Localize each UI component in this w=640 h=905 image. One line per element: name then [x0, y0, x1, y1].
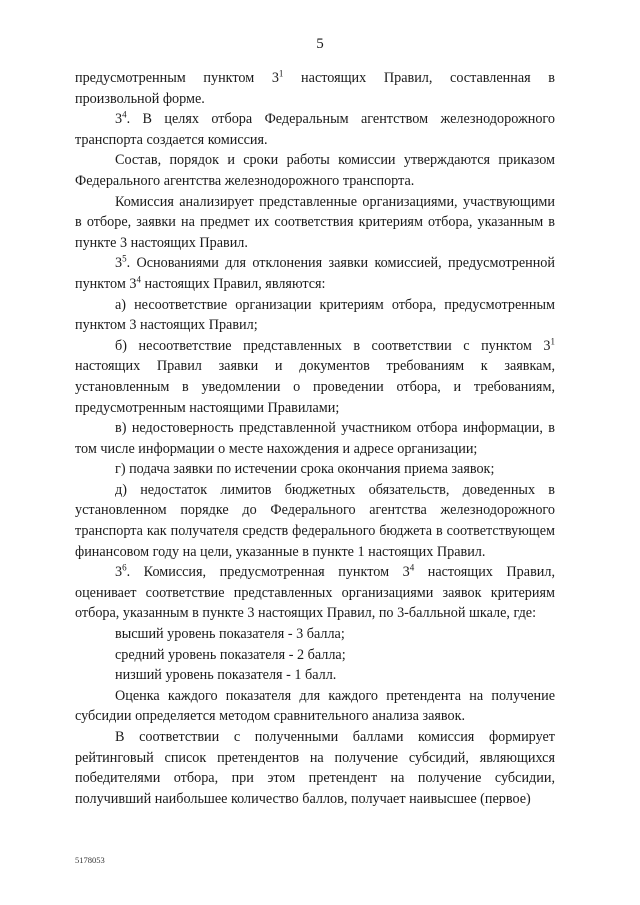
- paragraph-text: настоящих Правил заявки и документов требованиям к заявкам, установленным в уведомлении о проведении отбора, и требованиям, предусмотренным настоящими Правилами;: [75, 358, 555, 416]
- paragraph-text: б) несоответствие представленных в соответствии с пунктом 3: [115, 337, 551, 354]
- paragraph: [75, 665, 555, 686]
- paragraph-text: . Основаниями для отклонения заявки комиссией, предусмотренной пунктом 3: [75, 255, 555, 292]
- paragraph: [75, 727, 555, 809]
- paragraph: [75, 480, 555, 562]
- paragraph-text: Оценка каждого показателя для каждого претендента на получение субсидии определяется методом сравнительного анализа заявок.: [75, 687, 555, 725]
- paragraph: [75, 253, 555, 294]
- superscript-index: 4: [122, 109, 127, 120]
- paragraph-text: д) недостаток лимитов бюджетных обязательств, доведенных в установленном порядке до Федерального агентства железнодорожного транспорта как получателя средств федерального бюджета в соответствующем финансовом году на цели, указанные в пункте 1 настоящих Правил.: [75, 481, 555, 560]
- paragraph: [75, 562, 555, 624]
- paragraph-text: в) недостоверность представленной участником отбора информации, в том числе информации о месте нахождения и адресе организации;: [75, 420, 555, 457]
- paragraph-text: а) несоответствие организации критериям отбора, предусмотренным пунктом 3 настоящих Правил;: [75, 296, 555, 334]
- paragraph-text: 3: [115, 255, 123, 272]
- paragraph-text: . В целях отбора Федеральным агентством железнодорожного транспорта создается комиссия.: [75, 111, 555, 148]
- paragraph: [75, 336, 555, 418]
- paragraph-text: 3: [115, 111, 123, 128]
- superscript-index: 6: [122, 562, 127, 573]
- paragraph-text: предусмотренным пунктом 3: [75, 70, 279, 86]
- page-number: 5: [316, 36, 324, 52]
- paragraph-text: низший уровень показателя - 1 балл.: [115, 667, 337, 684]
- paragraph: [75, 459, 555, 480]
- paragraph-text: 3: [115, 564, 123, 581]
- paragraph-text: настоящих Правил, являются:: [140, 275, 326, 292]
- paragraph-text: высший уровень показателя - 3 балла;: [115, 626, 345, 643]
- paragraph: [75, 686, 555, 727]
- document-body: [75, 68, 555, 809]
- superscript-index: 4: [136, 274, 141, 285]
- paragraph-text: настоящих Правил, оценивает соответствие представленных организациями заявок критериям отбора, указанным в пункте 3 настоящих Правил, по 3-балльной шкале, где:: [75, 564, 555, 622]
- superscript-index: 4: [409, 562, 415, 573]
- paragraph-text: г) подача заявки по истечении срока окончания приема заявок;: [115, 461, 495, 478]
- paragraph: [75, 624, 555, 645]
- paragraph: [75, 150, 555, 191]
- paragraph: [75, 192, 555, 254]
- paragraph: [75, 68, 555, 109]
- paragraph-text: В соответствии с полученными баллами комиссия формирует рейтинговый список претендентов на получение субсидий, являющихся победителями отбора, при этом претендент на получение субсидии, получивший наибольшее количество баллов, получает наивысшее (первое): [75, 729, 555, 807]
- paragraph-text: Комиссия анализирует представленные организациями, участвующими в отборе, заявки на предмет их соответствия критериям отбора, указанным в пункте 3 настоящих Правил.: [75, 193, 555, 251]
- paragraph-text: . Комиссия, предусмотренная пунктом 3: [126, 564, 410, 581]
- superscript-index: 1: [550, 335, 555, 346]
- paragraph-text: Состав, порядок и сроки работы комиссии утверждаются приказом Федерального агентства железнодорожного транспорта.: [75, 152, 555, 189]
- document-code: 5178053: [75, 855, 105, 865]
- paragraph: [75, 109, 555, 150]
- paragraph: [75, 645, 555, 666]
- paragraph-text: настоящих Правил, составленная в произвольной форме.: [75, 70, 555, 107]
- superscript-index: 5: [122, 253, 127, 264]
- paragraph: [75, 418, 555, 459]
- paragraph: [75, 295, 555, 336]
- paragraph-text: средний уровень показателя - 2 балла;: [115, 646, 346, 663]
- superscript-index: 1: [278, 68, 284, 79]
